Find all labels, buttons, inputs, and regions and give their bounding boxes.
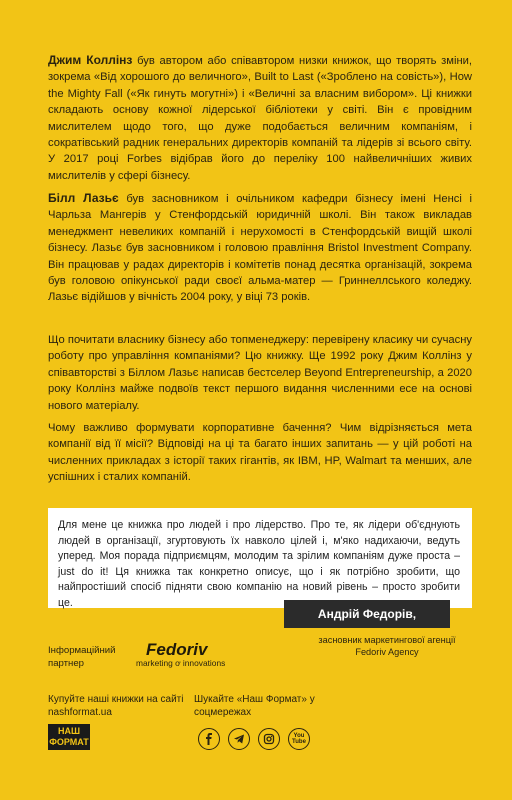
quote-author: Андрій Федорів, [284, 600, 450, 628]
fedoriv-tagline: marketing ơ innovations [136, 658, 226, 668]
social-info: Шукайте «Наш Формат» у соцмережах [194, 694, 315, 718]
quote-author-description: засновник маркетингової агенції Fedoriv Agency [318, 635, 456, 657]
instagram-icon[interactable] [258, 728, 280, 750]
social-icons [198, 728, 310, 750]
logo-top: НАШ [57, 726, 81, 736]
collins-name: Джим Коллінз [48, 53, 133, 67]
youtube-icon[interactable] [288, 728, 310, 750]
collins-bio-text: був автором або співавтором низки книжок, що творять зміни, зокрема «Від хорошого до величного», Built to Last («Зроблено на совість»), How the Mighty Fall («Як гинуть могутні») і «Величні за власним вибором». Ці книжки складають основу кожної лідерської бібліотеки у світі. Він є провідним мислителем щодо того, що дуже подобається величним компаніям, і сократівський радник генеральних директорів компаній та лідерів зі всього світу. У 2017 році Forbes відібрав його до переліку 100 найвеличніших живих мислителів у сфері бізнесу. [48, 55, 472, 182]
collins-bio [48, 52, 472, 184]
facebook-icon[interactable] [198, 728, 220, 750]
lazier-bio-text: був засновником і очільником кафедри бізнесу імені Ненсі і Чарльза Мангерів у Стенфордській юридичній школі. Він також викладав менеджмент невеликих компаній і нерухомості в Стенфордській вищій школі бізнесу. Лазьє був засновником і головою правління Bristol Investment Company. Він працював у радах директорів і комітетів понад десятка організацій, зокрема був головою опікунської ради своєї альма-матер — Гриннеллського коледжу. Лазьє відійшов у вічність 2004 року, у віці 73 років. [48, 193, 473, 304]
buy-info[interactable]: Купуйте наші книжки на сайті nashformat.ua [48, 694, 184, 718]
youtube-label: You Tube [292, 733, 306, 745]
nash-format-logo [48, 724, 90, 750]
logo-bottom: ФОРМАТ [49, 737, 89, 747]
partner-label: Інформаційний партнер [48, 645, 116, 669]
telegram-icon[interactable] [228, 728, 250, 750]
quote-text: Для мене це книжка про людей і про лідерство. Про те, як лідери об'єднують людей в організації, згуртовують їх навколо цілей і, м'яко надихаючи, ведуть уперед. Моя порада підприємцям, молодим та зрілим компаніям дуже проста – just do it! Ця книжка так конкретно описує, що і як потрібно зробити, що найпростіший спосіб підняти свою компанію на новий рівень – просто зробити це. [58, 519, 460, 609]
quote-box [48, 508, 472, 608]
book-description-2: Чому важливо формувати корпоративне бачення? Чим відрізняється мета компанії від її місії? Відповіді на ці та багато інших запитань — у цій роботі на численних прикладах з історії таких гігантів, як IBM, HP, Walmart та менших, але успішних і сталих компаній. [48, 422, 472, 484]
lazier-bio [48, 190, 472, 306]
book-description-1: Що почитати власнику бізнесу або топменеджеру: перевірену класику чи сучасну роботу про управління компаніями? Цю книжку. Ще 1992 року Джим Коллінз у співавторстві з Біллом Лазьє написав бестселер Beyond Entrepreneurship, а 2020 року Коллінз майже подвоїв текст першого видання численними есе на основі нового матеріалу. [48, 334, 472, 412]
lazier-name: Білл Лазьє [48, 191, 119, 205]
fedoriv-logo: Fedoriv [146, 640, 208, 659]
